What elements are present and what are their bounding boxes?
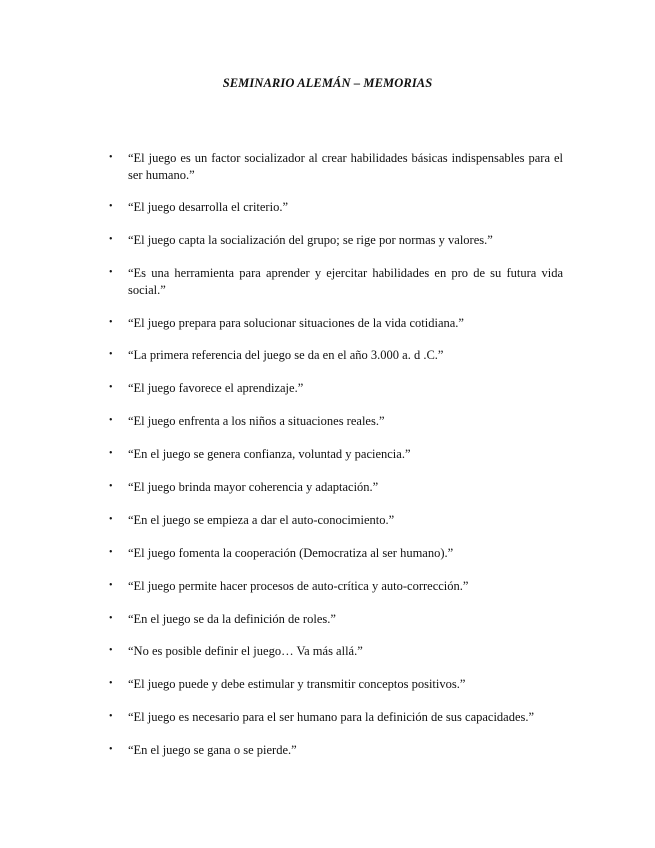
quote-text: “En el juego se da la definición de roles.” xyxy=(128,611,336,626)
list-item xyxy=(0,709,655,726)
list-item xyxy=(0,676,655,693)
quote-text: “El juego puede y debe estimular y transmitir conceptos positivos.” xyxy=(128,677,466,692)
quote-text: “El juego favorece el aprendizaje.” xyxy=(128,381,304,396)
list-item xyxy=(0,479,655,496)
bullet-icon: • xyxy=(109,579,113,591)
quote-text: “El juego brinda mayor coherencia y adaptación.” xyxy=(128,480,379,495)
bullet-icon: • xyxy=(109,481,113,493)
bullet-icon: • xyxy=(109,349,113,361)
bullet-icon: • xyxy=(109,267,113,279)
quote-text: “El juego prepara para solucionar situaciones de la vida cotidiana.” xyxy=(128,315,464,330)
quote-text: “En el juego se gana o se pierde.” xyxy=(128,743,297,758)
quote-text: “El juego desarrolla el criterio.” xyxy=(128,200,288,215)
quote-text: “No es posible definir el juego… Va más allá.” xyxy=(128,644,363,659)
quote-list xyxy=(0,150,655,775)
bullet-icon: • xyxy=(109,645,113,657)
quote-text: “La primera referencia del juego se da en el año 3.000 a. d .C.” xyxy=(128,348,444,363)
list-item xyxy=(0,380,655,397)
list-item xyxy=(0,545,655,562)
quote-text: “El juego es necesario para el ser humano para la definición de sus capacidades.” xyxy=(128,710,535,725)
list-item xyxy=(0,578,655,595)
bullet-icon: • xyxy=(109,382,113,394)
bullet-icon: • xyxy=(109,152,113,163)
bullet-icon: • xyxy=(109,234,113,246)
quote-text: “El juego es un factor socializador al crear habilidades básicas indispensables para el ser humano.” xyxy=(128,151,563,182)
list-item xyxy=(0,413,655,430)
bullet-icon: • xyxy=(109,546,113,558)
list-item xyxy=(0,611,655,628)
quote-text: “El juego permite hacer procesos de auto-crítica y auto-corrección.” xyxy=(128,578,469,593)
bullet-icon: • xyxy=(109,316,113,328)
list-item xyxy=(0,315,655,332)
bullet-icon: • xyxy=(109,612,113,624)
list-item xyxy=(0,150,655,183)
bullet-icon: • xyxy=(109,711,113,723)
quote-text: “En el juego se genera confianza, voluntad y paciencia.” xyxy=(128,447,411,462)
quote-text: “Es una herramienta para aprender y ejercitar habilidades en pro de su futura vida social.” xyxy=(128,266,563,297)
bullet-icon: • xyxy=(109,448,113,460)
bullet-icon: • xyxy=(109,744,113,756)
list-item xyxy=(0,512,655,529)
list-item xyxy=(0,199,655,216)
list-item xyxy=(0,742,655,759)
bullet-icon: • xyxy=(109,513,113,525)
list-item xyxy=(0,347,655,364)
quote-text: “El juego enfrenta a los niños a situaciones reales.” xyxy=(128,414,385,429)
bullet-icon: • xyxy=(109,201,113,213)
list-item xyxy=(0,265,655,298)
page-title: SEMINARIO ALEMÁN – MEMORIAS xyxy=(222,76,433,90)
list-item xyxy=(0,643,655,660)
quote-text: “El juego capta la socialización del grupo; se rige por normas y valores.” xyxy=(128,233,493,248)
quote-text: “En el juego se empieza a dar el auto-conocimiento.” xyxy=(128,512,395,527)
list-item xyxy=(0,232,655,249)
quote-text: “El juego fomenta la cooperación (Democratiza al ser humano).” xyxy=(128,545,454,560)
bullet-icon: • xyxy=(109,415,113,427)
list-item xyxy=(0,446,655,463)
bullet-icon: • xyxy=(109,678,113,690)
